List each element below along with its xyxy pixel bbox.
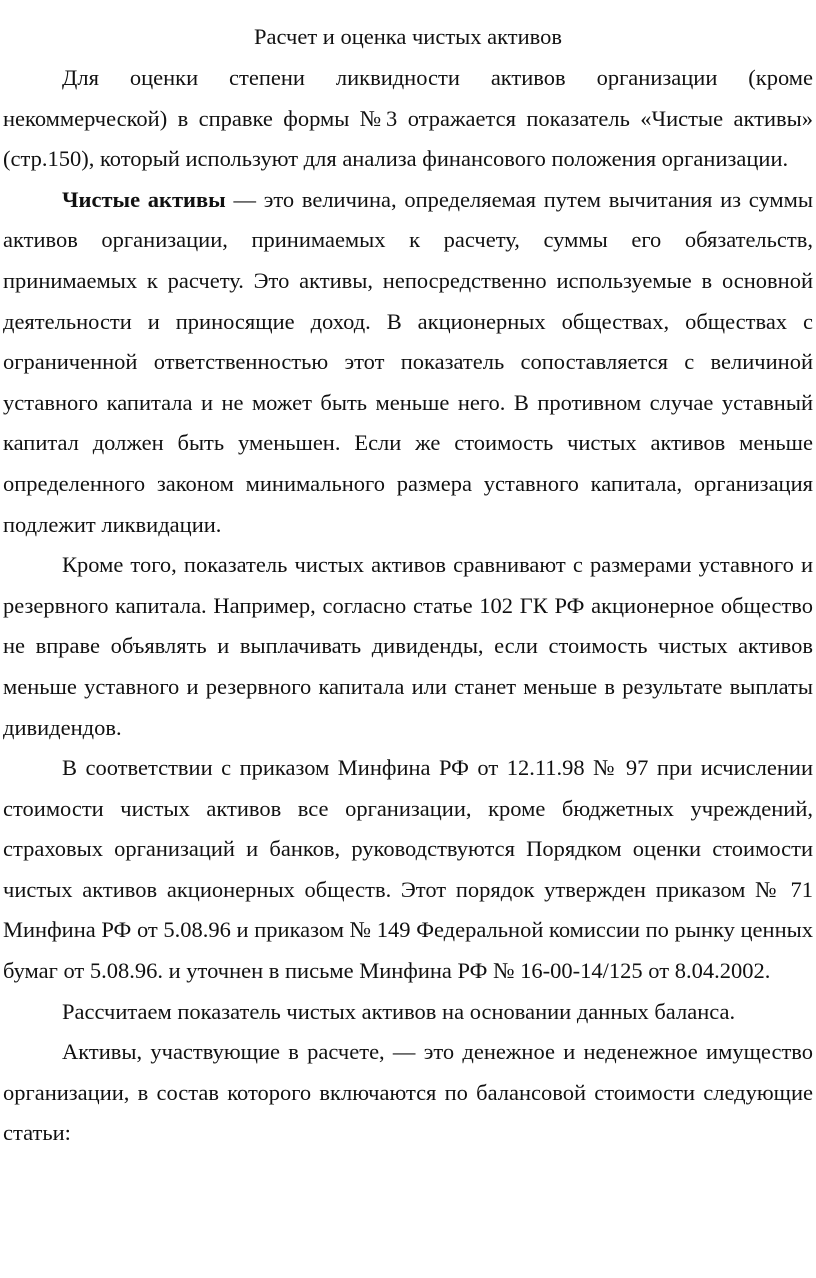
paragraph-intro — [3, 58, 813, 180]
paragraph-text: — это величина, определяемая путем вычитания из суммы активов организации, принимаемых к расчету, суммы его обязательств, принимаемых к расчету. Это активы, непосредственно используемые в основной деятельности и приносящие доход. В акционерных обществах, обществах с ограниченной ответственностью этот показатель сопоставляется с величиной уставного капитала и не может быть меньше него. В противном случае уставный капитал должен быть уменьшен. Если же стоимость чистых активов меньше определенного законом минимального размера уставного капитала, организация подлежит ликвидации. — [3, 186, 813, 537]
paragraph-text: В соответствии с приказом Минфина РФ от 12.11.98 № 97 при исчислении стоимости чистых активов все организации, кроме бюджетных учреждений, страховых организаций и банков, руководствуются Порядком оценки стоимости чистых активов акционерных обществ. Этот порядок утвержден приказом № 71 Минфина РФ от 5.08.96 и приказом № 149 Федеральной комиссии по рынку ценных бумаг от 5.08.96. и уточнен в письме Минфина РФ № 16-00-14/125 от 8.04.2002. — [3, 755, 813, 984]
paragraph-regulation — [3, 748, 813, 992]
paragraph-text: Для оценки степени ликвидности активов организации (кроме некоммерческой) в справке формы №3 отражается показатель «Чистые активы» (стр.150), который используют для анализа финансового положения организации. — [3, 65, 813, 172]
paragraph-capital-comparison — [3, 545, 813, 748]
document-title: Расчет и оценка чистых активов — [254, 24, 562, 49]
paragraph-definition — [3, 180, 813, 545]
defined-term: Чистые активы — [62, 186, 226, 212]
paragraph-calculation — [3, 992, 813, 1033]
paragraph-text: Кроме того, показатель чистых активов сравнивают с размерами уставного и резервного капитала. Например, согласно статье 102 ГК РФ акционерное общество не вправе объявлять и выплачивать дивиденды, если стоимость чистых активов меньше уставного и резервного капитала или станет меньше в результате выплаты дивидендов. — [3, 552, 813, 740]
paragraph-text: Активы, участвующие в расчете, — это денежное и неденежное имущество организации, в состав которого включаются по балансовой стоимости следующие статьи: — [3, 1039, 813, 1146]
paragraph-assets — [3, 1032, 813, 1154]
paragraph-text: Рассчитаем показатель чистых активов на основании данных баланса. — [62, 998, 736, 1024]
